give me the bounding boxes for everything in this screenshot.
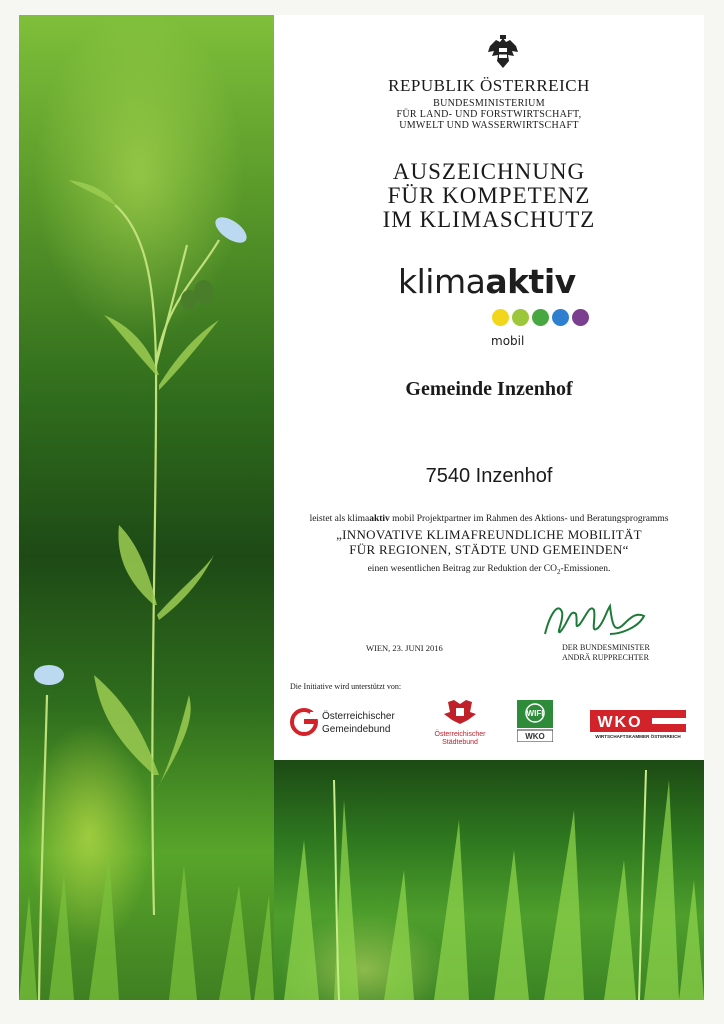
supporters-label: Die Initiative wird unterstützt von: (290, 682, 402, 691)
wifi-logo (517, 700, 553, 742)
wifi-logo-text: WIFI (526, 709, 544, 718)
logo-dot-green (532, 309, 549, 326)
gemeindebund-line: Österreichischer (322, 711, 395, 722)
body-line-2-post: -Emissionen. (560, 564, 611, 574)
body-line-1-post: mobil Projektpartner im Rahmen des Aktions- und Beratungsprogramms (389, 514, 669, 524)
slogan-line: FÜR REGIONEN, STÄDTE UND GEMEINDEN“ (349, 542, 629, 557)
ministry-line: BUNDESMINISTERIUM (433, 98, 545, 109)
logo-dot-blue (552, 309, 569, 326)
staedtebund-text (425, 731, 495, 747)
recipient-name: Gemeinde Inzenhof (405, 378, 573, 400)
klimaaktiv-logo (398, 262, 576, 301)
logo-dot-lightgreen (512, 309, 529, 326)
co2-subscript: 2 (557, 567, 561, 576)
staedtebund-line: Österreichischer (434, 731, 486, 738)
gemeindebund-text (322, 710, 395, 736)
wko-mark-icon (590, 710, 686, 734)
minister-caption (562, 643, 650, 663)
wko-mark-text: WKO (597, 714, 643, 731)
award-title (274, 160, 704, 232)
logo-part-klima: klima (398, 262, 486, 301)
staedtebund-line: Städtebund (442, 739, 478, 746)
logo-dot-yellow (492, 309, 509, 326)
logo-part-aktiv: aktiv (485, 262, 576, 301)
body-line-1-pre: leistet als klima (309, 514, 370, 524)
slogan-line: „INNOVATIVE KLIMAFREUNDLICHE MOBILITÄT (336, 527, 642, 542)
wifi-wko-text: WKO (525, 732, 545, 741)
ministry-name (274, 98, 704, 131)
gemeindebund-g-icon (290, 708, 318, 736)
body-line-1-bold: aktiv (369, 514, 390, 524)
ministry-line: UMWELT UND WASSERWIRTSCHAFT (399, 120, 579, 131)
grass-illustration (274, 760, 704, 1000)
award-title-line: IM KLIMASCHUTZ (382, 207, 596, 232)
wko-full-name: WIRTSCHAFTSKAMMER ÖSTERREICH (595, 734, 681, 739)
wko-logo (590, 710, 686, 744)
austrian-eagle-emblem (486, 34, 520, 72)
flower-plant-illustration (19, 15, 274, 1000)
logo-sub-mobil: mobil (491, 334, 525, 348)
ministry-line: FÜR LAND- UND FORSTWIRTSCHAFT, (396, 109, 582, 120)
body-line-2-pre: einen wesentlichen Beitrag zur Reduktion der CO (367, 564, 558, 574)
gemeindebund-logo (290, 706, 400, 742)
body-line-2 (274, 564, 704, 576)
program-slogan (274, 527, 704, 557)
body-line-1 (274, 514, 704, 524)
minister-name: ANDRÄ RUPPRECHTER (562, 653, 649, 662)
minister-signature (540, 594, 650, 644)
republic-heading: REPUBLIK ÖSTERREICH (388, 76, 590, 95)
staedtebund-logo (425, 698, 495, 744)
award-title-line: FÜR KOMPETENZ (387, 183, 591, 208)
gemeindebund-line: Gemeindebund (322, 724, 391, 735)
award-title-line: AUSZEICHNUNG (392, 159, 586, 184)
staedtebund-shield-icon (440, 698, 480, 726)
recipient-address: 7540 Inzenhof (425, 465, 553, 487)
logo-dots (492, 309, 592, 331)
logo-dot-purple (572, 309, 589, 326)
place-date: WIEN, 23. JUNI 2016 (366, 643, 443, 653)
minister-role: DER BUNDESMINISTER (562, 643, 650, 652)
